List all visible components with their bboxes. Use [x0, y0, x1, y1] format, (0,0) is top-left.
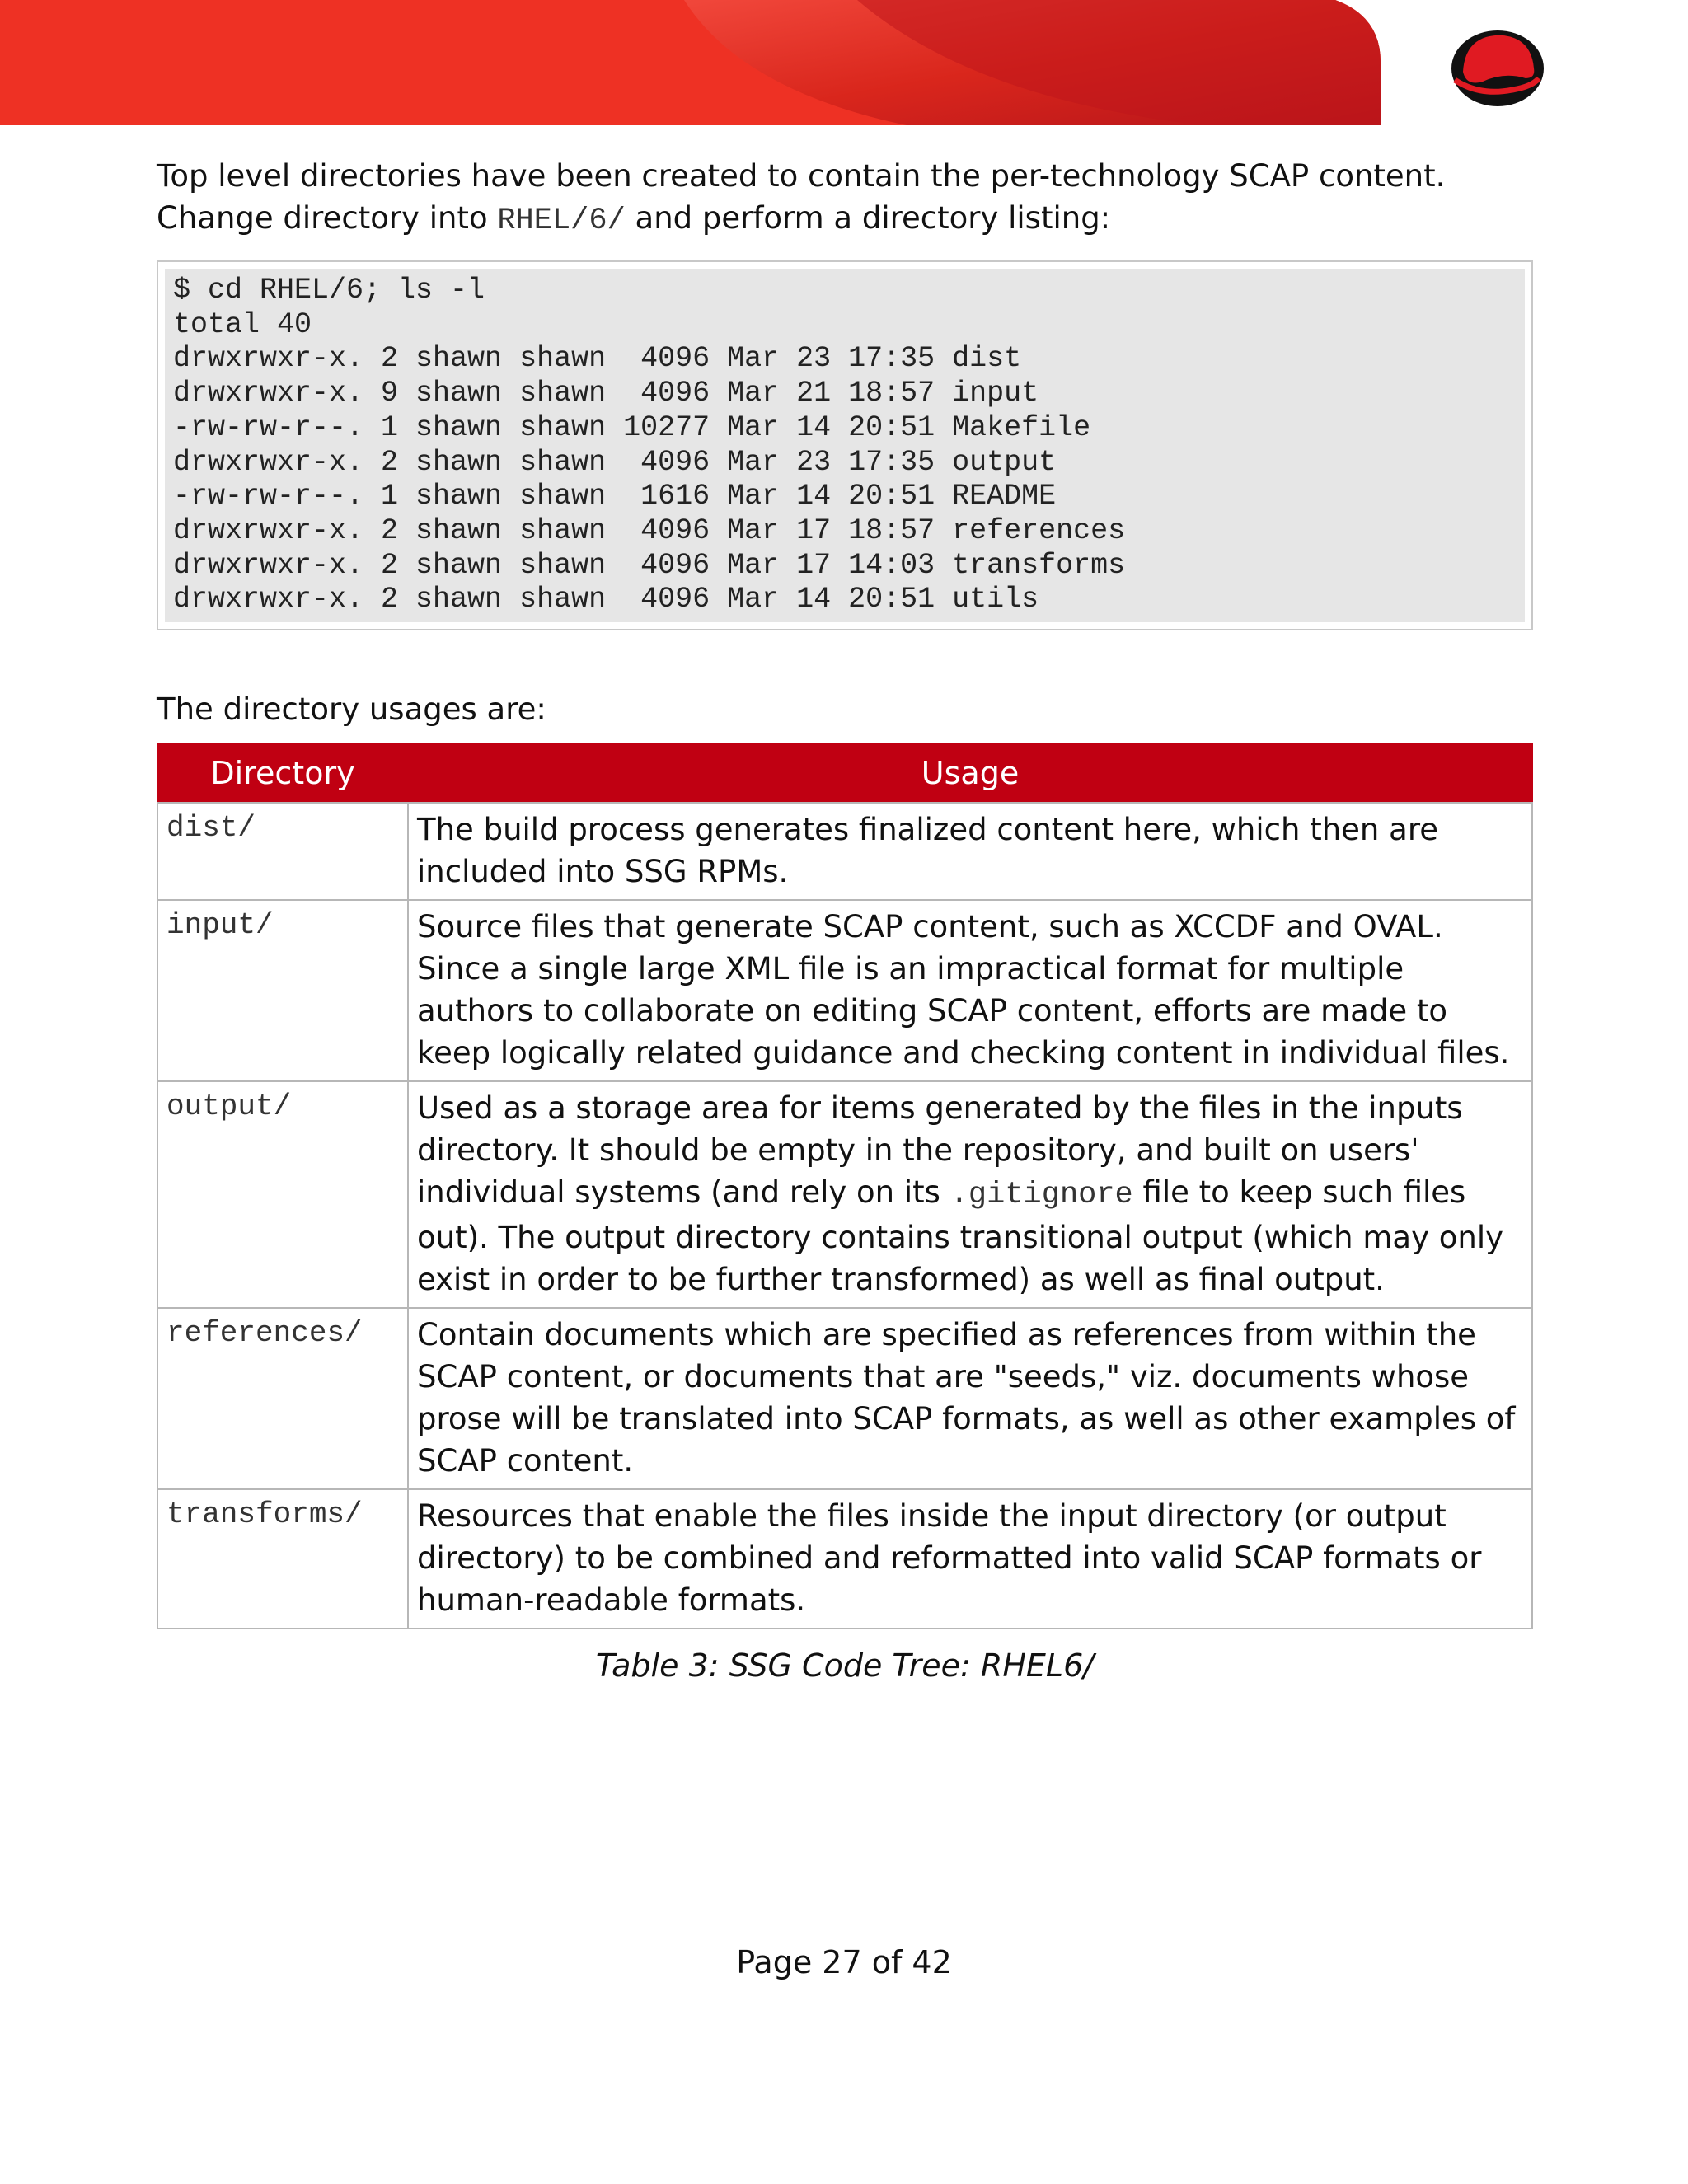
table-row: [157, 1081, 1532, 1308]
table-row: [157, 900, 1532, 1081]
header-directory: Directory: [157, 744, 408, 804]
directory-cell: dist/: [157, 803, 408, 900]
red-hat-logo-icon: [1447, 21, 1550, 111]
code-line: drwxrwxr-x. 2 shawn shawn 4096 Mar 23 17:35 dist: [173, 342, 1022, 376]
directory-usage-table: [157, 743, 1533, 1629]
intro-directory-code: RHEL/6/: [497, 204, 626, 238]
code-line: -rw-rw-r--. 1 shawn shawn 1616 Mar 14 20:51 README: [173, 480, 1057, 513]
directory-cell: references/: [157, 1308, 408, 1489]
header-usage: Usage: [408, 744, 1532, 804]
code-line: drwxrwxr-x. 2 shawn shawn 4096 Mar 14 20:51 utils: [173, 583, 1039, 616]
intro-line-2-after: and perform a directory listing:: [625, 200, 1111, 236]
table-row: [157, 803, 1532, 900]
code-line: drwxrwxr-x. 9 shawn shawn 4096 Mar 21 18:57 input: [173, 377, 1039, 410]
usages-intro: The directory usages are:: [157, 691, 546, 728]
code-line: drwxrwxr-x. 2 shawn shawn 4096 Mar 17 14:03 transforms: [173, 548, 1126, 582]
page-header-banner: [0, 0, 1688, 125]
table-header-row: [157, 744, 1532, 804]
code-total: total 40: [173, 307, 312, 341]
table-row: [157, 1489, 1532, 1629]
directory-listing-block: [157, 260, 1533, 630]
directory-cell: input/: [157, 900, 408, 1081]
code-line: drwxrwxr-x. 2 shawn shawn 4096 Mar 23 17:35 output: [173, 445, 1057, 479]
table-row: [157, 1308, 1532, 1489]
usage-cell: Contain documents which are specified as references from within the SCAP content, or documents that are "seeds," viz. documents whose prose will be translated into SCAP formats, as well as other examples of SCAP content.: [408, 1308, 1532, 1489]
intro-line-1: Top level directories have been created to contain the per-technology SCAP content.: [157, 158, 1446, 194]
usage-text-after: file to keep such files out). The output directory contains transitional output (which may only exist in order to be further transformed) as well as final output.: [417, 1174, 1503, 1298]
code-line: -rw-rw-r--. 1 shawn shawn 10277 Mar 14 20:51 Makefile: [173, 410, 1091, 444]
usage-cell: The build process generates finalized content here, which then are included into SSG RPMs.: [408, 803, 1532, 900]
table-caption: Table 3: SSG Code Tree: RHEL6/: [595, 1647, 1095, 1685]
header-red-swoosh: [0, 0, 1688, 125]
usage-cell: Source files that generate SCAP content, such as XCCDF and OVAL. Since a single large XML file is an impractical format for multiple authors to collaborate on editing SCAP content, efforts are made to keep logically related guidance and checking content in individual files.: [408, 900, 1532, 1081]
gitignore-code: .gitignore: [950, 1178, 1133, 1213]
code-command: $ cd RHEL/6; ls -l: [173, 274, 485, 307]
directory-cell: transforms/: [157, 1489, 408, 1629]
intro-paragraph: [157, 155, 1533, 242]
code-listing: [165, 269, 1525, 622]
usage-cell: [408, 1081, 1532, 1308]
page-content: [157, 155, 1533, 1687]
page-number: Page 27 of 42: [736, 1944, 952, 1980]
usage-cell: Resources that enable the files inside the input directory (or output directory) to be combined and reformatted into valid SCAP formats or human-readable formats.: [408, 1489, 1532, 1629]
intro-line-2-before: Change directory into: [157, 200, 498, 236]
directory-cell: output/: [157, 1081, 408, 1308]
code-line: drwxrwxr-x. 2 shawn shawn 4096 Mar 17 18:57 references: [173, 513, 1126, 547]
usage-text-before: Used as a storage area for items generated by the files in the inputs directory. It should be empty in the repository, and built on users' individual systems (and rely on its: [417, 1090, 1463, 1211]
